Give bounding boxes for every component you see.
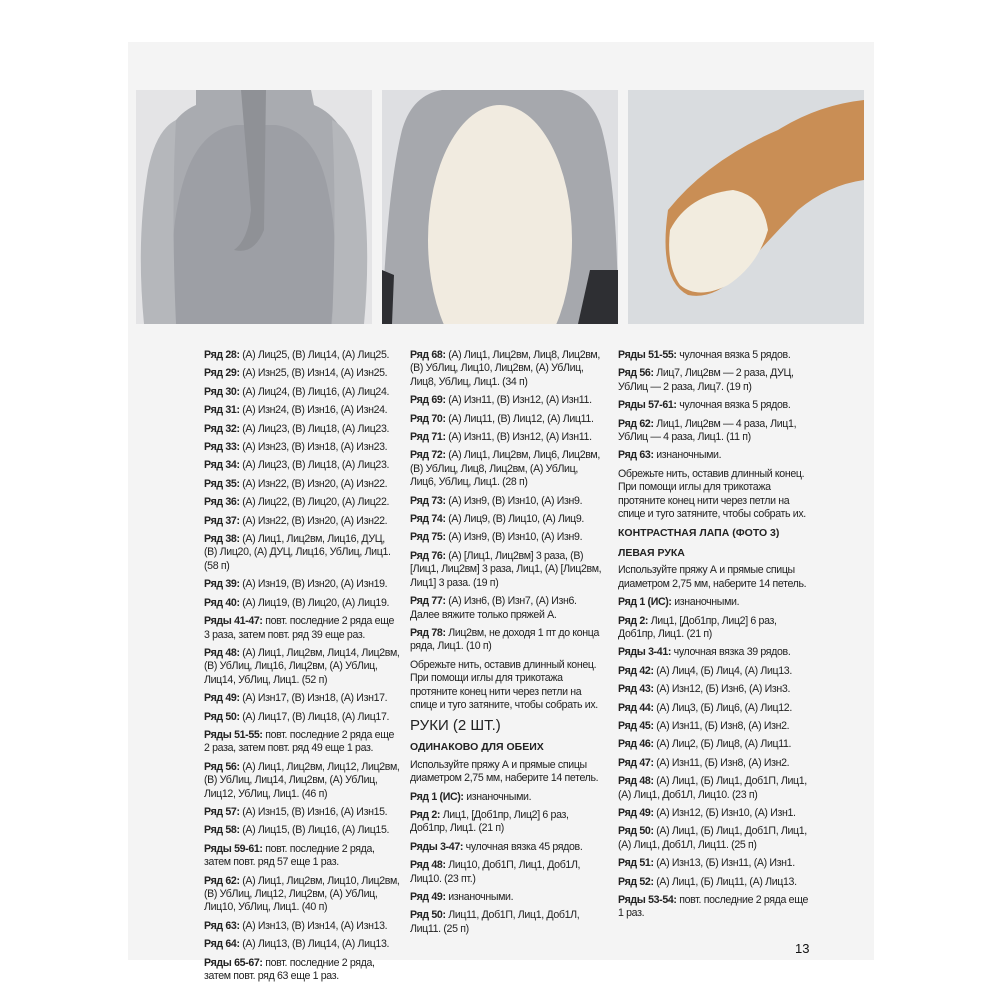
row-text: Лиц1, Лиц2вм — 4 раза, Лиц1, УбЛиц — 4 раза, Лиц1. (11 п): [618, 417, 797, 444]
row-text: повт. последние 2 ряда еще 2 раза, затем повт. ряд 49 еще 1 раз.: [204, 728, 394, 755]
instruction-row: [410, 595, 606, 622]
row-label: Ряд 30:: [204, 385, 240, 398]
instruction-row: [204, 938, 400, 951]
row-label: Ряд 75:: [410, 531, 446, 544]
instruction-row: [618, 775, 814, 802]
row-text: повт. последние 2 ряда еще 1 раз.: [618, 894, 808, 920]
instruction-row: [618, 894, 814, 921]
instruction-row: [618, 418, 814, 445]
instruction-row: [204, 692, 400, 705]
row-label: Ряд 2:: [410, 808, 441, 821]
row-text: повт. последние 2 ряда еще 3 раза, затем повт. ряд 39 еще раз.: [204, 615, 394, 641]
row-label: Ряд 1 (ИС):: [618, 596, 672, 609]
row-label: Ряд 74:: [410, 513, 446, 526]
row-text: Лиц1, [Доб1пр, Лиц2] 6 раз, Доб1пр, Лиц1. (21 п): [618, 614, 777, 640]
instruction-row: [204, 578, 400, 591]
left-arm-intro: Используйте пряжу А и прямые спицы диаметром 2,75 мм, наберите 14 петель.: [618, 564, 807, 590]
instruction-row: [204, 729, 400, 756]
row-label: Ряд 48:: [618, 775, 654, 788]
row-label: Ряд 37:: [204, 514, 240, 527]
row-text: (А) Лиц25, (В) Лиц14, (А) Лиц25.: [239, 349, 390, 361]
row-text: Лиц11, Доб1П, Лиц1, Доб1Л, Лиц11. (25 п): [410, 909, 580, 935]
row-label: Ряд 56:: [618, 367, 654, 380]
instruction-row: [204, 957, 400, 984]
row-label: Ряд 63:: [618, 449, 654, 462]
instruction-row: [410, 841, 606, 854]
row-text: изнаночными.: [653, 449, 722, 462]
row-text: изнаночными.: [671, 596, 740, 609]
instruction-row: [618, 399, 814, 412]
row-text: чулочная вязка 45 рядов.: [463, 840, 583, 853]
row-text: (А) Лиц24, (В) Лиц16, (А) Лиц24.: [239, 385, 390, 398]
row-label: Ряды 59-61:: [204, 842, 263, 855]
row-text: (А) Изн24, (В) Изн16, (А) Изн24.: [239, 404, 388, 417]
instruction-row: [618, 665, 814, 678]
row-label: Ряд 34:: [204, 459, 240, 472]
row-label: Ряд 45:: [618, 719, 654, 732]
subheading-left-arm: ЛЕВАЯ РУКА: [618, 546, 685, 559]
row-text: (А) Изн6, (В) Изн7, (А) Изн6. Далее вяжите только пряжей А.: [410, 595, 577, 621]
row-label: Ряд 32:: [204, 422, 240, 435]
instruction-row: [204, 711, 400, 724]
page-number: 13: [795, 941, 810, 956]
row-label: Ряды 41-47:: [204, 615, 263, 628]
row-label: Ряд 78:: [410, 626, 446, 639]
row-text: (А) Изн11, (В) Изн12, (А) Изн11.: [445, 394, 592, 407]
row-text: (А) Лиц1, (Б) Лиц1, Доб1П, Лиц1, (А) Лиц1, Доб1Л, Лиц11. (25 п): [618, 825, 807, 851]
row-label: Ряд 43:: [618, 683, 654, 696]
row-text: (А) Лиц1, Лиц2вм, Лиц16, ДУЦ, (В) Лиц20, (А) ДУЦ, Лиц16, УбЛиц, Лиц1. (58 п): [204, 533, 391, 572]
instruction-row: [618, 367, 814, 394]
row-label: Ряд 28:: [204, 349, 240, 361]
instruction-row: [618, 702, 814, 715]
row-text: (А) [Лиц1, Лиц2вм] 3 раза, (В) [Лиц1, Лиц2вм] 3 раза, Лиц1, (А) [Лиц2вм, Лиц1] 3 раза. (19 п): [410, 549, 602, 589]
row-label: Ряд 50:: [410, 909, 446, 922]
section-heading-arms: РУКИ (2 ШТ.): [410, 717, 501, 735]
row-text: (А) Изн15, (В) Изн16, (А) Изн15.: [239, 805, 388, 818]
row-label: Ряд 42:: [618, 664, 654, 677]
instruction-row: [204, 824, 400, 837]
instruction-row: [410, 909, 606, 936]
subheading-both-same: ОДИНАКОВО ДЛЯ ОБЕИХ: [410, 741, 544, 754]
instruction-row: [618, 876, 814, 889]
instruction-row: [410, 431, 606, 444]
row-label: Ряд 50:: [618, 825, 654, 838]
row-label: Ряд 56:: [204, 760, 240, 773]
instruction-row: [410, 413, 606, 426]
row-text: Лиц2вм, не доходя 1 пт до конца ряда, Лиц1. (10 п): [410, 626, 600, 653]
instruction-row: [410, 891, 606, 904]
column-1: [204, 349, 400, 988]
row-label: Ряд 70:: [410, 412, 446, 425]
instruction-row: [204, 920, 400, 933]
instruction-row: [410, 791, 606, 804]
instruction-row: [618, 825, 814, 852]
instruction-row: [410, 550, 606, 590]
instruction-row: [618, 349, 814, 362]
instruction-row: [410, 449, 606, 489]
row-text: изнаночными.: [463, 790, 532, 803]
row-text: (А) Лиц1, Лиц2вм, Лиц12, Лиц2вм, (В) УбЛиц, Лиц14, Лиц2вм, (А) УбЛиц, Лиц12, УбЛиц, Лиц1. (46 п): [204, 760, 400, 800]
section-heading-contrast-paw: КОНТРАСТНАЯ ЛАПА (ФОТО 3): [618, 527, 780, 540]
arms-intro: Используйте пряжу А и прямые спицы диаметром 2,75 мм, наберите 14 петель.: [410, 758, 599, 785]
row-text: (А) Изн23, (В) Изн18, (А) Изн23.: [239, 441, 388, 454]
row-text: (А) Лиц4, (Б) Лиц4, (А) Лиц13.: [653, 664, 792, 677]
row-text: (А) Изн19, (В) Изн20, (А) Изн19.: [239, 578, 388, 591]
instruction-row: [204, 597, 400, 610]
instruction-row: [410, 394, 606, 407]
row-label: Ряд 49:: [410, 891, 446, 903]
row-text: (А) Лиц15, (В) Лиц16, (А) Лиц15.: [239, 824, 390, 837]
instruction-row: [204, 647, 400, 687]
row-text: (А) Лиц19, (В) Лиц20, (А) Лиц19.: [239, 596, 390, 609]
row-label: Ряд 64:: [204, 938, 240, 951]
instruction-row: [410, 531, 606, 544]
row-label: Ряд 31:: [204, 404, 240, 417]
row-label: Ряд 50:: [204, 710, 240, 723]
row-text: (А) Изн11, (Б) Изн8, (А) Изн2.: [653, 719, 790, 732]
row-text: (А) Лиц1, Лиц2вм, Лиц14, Лиц2вм, (В) УбЛиц, Лиц16, Лиц2вм, (А) УбЛиц, Лиц14, УбЛиц, Лиц1. (52 п): [204, 646, 400, 686]
row-text: (А) Изн22, (В) Изн20, (А) Изн22.: [239, 477, 388, 490]
row-label: Ряд 69:: [410, 394, 446, 407]
row-label: Ряд 49:: [204, 692, 240, 705]
row-text: (А) Изн9, (В) Изн10, (А) Изн9.: [445, 531, 583, 544]
instruction-row: [204, 349, 400, 362]
row-label: Ряд 72:: [410, 449, 446, 462]
row-label: Ряд 76:: [410, 549, 446, 562]
row-text: чулочная вязка 39 рядов.: [671, 646, 791, 659]
instruction-row: [618, 646, 814, 659]
row-text: (А) Лиц23, (В) Лиц18, (А) Лиц23.: [239, 422, 390, 435]
row-text: (А) Изн12, (Б) Изн6, (А) Изн3.: [653, 683, 791, 696]
row-text: (А) Лиц22, (В) Лиц20, (А) Лиц22.: [239, 496, 390, 509]
column-2: [410, 349, 606, 941]
row-label: Ряд 63:: [204, 919, 240, 932]
instruction-row: [618, 615, 814, 642]
row-label: Ряд 47:: [618, 756, 654, 769]
instruction-row: [204, 496, 400, 509]
row-text: повт. последние 2 ряда, затем повт. ряд 57 еще 1 раз.: [204, 842, 375, 869]
instruction-row: [204, 423, 400, 436]
row-text: изнаночными.: [445, 891, 514, 903]
row-text: (А) Изн9, (В) Изн10, (А) Изн9.: [445, 494, 583, 507]
row-label: Ряд 52:: [618, 875, 654, 888]
row-label: Ряды 51-55:: [204, 728, 263, 741]
row-label: Ряды 3-41:: [618, 646, 672, 659]
row-label: Ряд 73:: [410, 494, 446, 507]
row-label: Ряд 2:: [618, 614, 649, 627]
row-text: (А) Лиц1, (Б) Лиц11, (А) Лиц13.: [653, 875, 797, 888]
row-text: (А) Лиц3, (Б) Лиц6, (А) Лиц12.: [653, 701, 792, 714]
instruction-row: [204, 533, 400, 573]
instruction-row: [618, 857, 814, 870]
instruction-row: [204, 478, 400, 491]
row-text: (А) Лиц23, (В) Лиц18, (А) Лиц23.: [239, 459, 390, 472]
instruction-row: [204, 761, 400, 801]
row-label: Ряд 39:: [204, 578, 240, 591]
row-text: чулочная вязка 5 рядов.: [676, 349, 791, 361]
row-label: Ряд 1 (ИС):: [410, 790, 464, 803]
book-page: [128, 42, 874, 983]
instruction-row: [204, 386, 400, 399]
row-label: Ряд 36:: [204, 496, 240, 509]
row-label: Ряд 48:: [410, 859, 446, 872]
row-text: (А) Лиц9, (В) Лиц10, (А) Лиц9.: [445, 513, 585, 526]
instruction-row: [204, 459, 400, 472]
row-label: Ряд 29:: [204, 367, 240, 380]
row-text: Лиц10, Доб1П, Лиц1, Доб1Л, Лиц10. (23 пт.): [410, 859, 581, 885]
row-text: (А) Лиц11, (В) Лиц12, (А) Лиц11.: [445, 412, 594, 425]
instruction-row: [618, 683, 814, 696]
row-text: (А) Лиц2, (Б) Лиц8, (А) Лиц11.: [653, 738, 792, 751]
row-label: Ряд 58:: [204, 824, 240, 837]
instruction-row: [410, 627, 606, 654]
row-label: Ряд 35:: [204, 477, 240, 490]
row-text: (А) Лиц17, (В) Лиц18, (А) Лиц17.: [239, 710, 390, 723]
row-label: Ряд 68:: [410, 349, 446, 361]
instruction-row: [618, 757, 814, 770]
instruction-row: [204, 806, 400, 819]
row-label: Ряд 44:: [618, 701, 654, 714]
finish-instruction: Обрежьте нить, оставив длинный конец. При помощи иглы для трикотажа протяните конец нити через петли на спице и туго затяните, чтобы собрать их.: [410, 658, 598, 711]
row-label: Ряд 40:: [204, 596, 240, 609]
instruction-row: [204, 404, 400, 417]
row-label: Ряд 71:: [410, 431, 446, 444]
instruction-row: [618, 738, 814, 751]
instruction-row: [618, 596, 814, 609]
instruction-row: [204, 615, 400, 642]
row-text: (А) Изн17, (В) Изн18, (А) Изн17.: [239, 692, 388, 705]
finish-instruction-2: Обрежьте нить, оставив длинный конец. При помощи иглы для трикотажа протяните конец нити через петли на спице и туго затяните, чтобы собрать их.: [618, 467, 806, 521]
row-text: (А) Изн22, (В) Изн20, (А) Изн22.: [239, 514, 388, 527]
row-label: Ряды 57-61:: [618, 399, 677, 412]
row-label: Ряды 51-55:: [618, 349, 677, 361]
row-label: Ряды 53-54:: [618, 894, 677, 906]
instruction-row: [410, 859, 606, 886]
row-label: Ряд 51:: [618, 857, 654, 870]
row-text: Лиц1, [Доб1пр, Лиц2] 6 раз, Доб1пр, Лиц1. (21 п): [410, 808, 569, 835]
row-text: (А) Изн25, (В) Изн14, (А) Изн25.: [239, 367, 388, 380]
instruction-row: [204, 367, 400, 380]
row-text: (А) Изн11, (В) Изн12, (А) Изн11.: [445, 431, 592, 444]
instruction-row: [204, 441, 400, 454]
row-label: Ряд 46:: [618, 738, 654, 751]
row-label: Ряды 65-67:: [204, 956, 263, 969]
photo-3-contrast-paw: [628, 90, 864, 324]
instruction-row: [410, 349, 606, 389]
row-text: (А) Лиц13, (В) Лиц14, (А) Лиц13.: [239, 938, 390, 951]
row-text: (А) Изн13, (В) Изн14, (А) Изн13.: [239, 919, 388, 932]
row-text: чулочная вязка 5 рядов.: [676, 399, 791, 412]
instruction-row: [204, 875, 400, 915]
row-text: (А) Изн12, (Б) Изн10, (А) Изн1.: [653, 806, 796, 819]
photo-2-cream-belly: [382, 90, 618, 324]
row-label: Ряд 33:: [204, 441, 240, 454]
instruction-row: [204, 515, 400, 528]
row-label: Ряд 62:: [618, 417, 654, 430]
row-text: (А) Изн11, (Б) Изн8, (А) Изн2.: [653, 756, 790, 769]
row-text: (А) Лиц1, (Б) Лиц1, Доб1П, Лиц1, (А) Лиц1, Доб1Л, Лиц10. (23 п): [618, 775, 807, 801]
instruction-row: [618, 720, 814, 733]
row-label: Ряды 3-47:: [410, 840, 464, 853]
row-label: Ряд 57:: [204, 805, 240, 818]
row-text: повт. последние 2 ряда, затем повт. ряд 63 еще 1 раз.: [204, 956, 375, 983]
row-label: Ряд 62:: [204, 874, 240, 887]
row-text: (А) Лиц1, Лиц2вм, Лиц8, Лиц2вм, (В) УбЛиц, Лиц10, Лиц2вм, (А) УбЛиц, Лиц8, УбЛиц, Лиц1. (34 п): [410, 349, 600, 388]
row-label: Ряд 77:: [410, 595, 446, 608]
row-text: (А) Лиц1, Лиц2вм, Лиц10, Лиц2вм, (В) УбЛиц, Лиц12, Лиц2вм, (А) УбЛиц, Лиц10, УбЛиц, Лиц1. (40 п): [204, 874, 400, 914]
instruction-row: [410, 495, 606, 508]
photo-1-grey-body: [136, 90, 372, 324]
instruction-row: [618, 807, 814, 820]
instruction-row: [618, 449, 814, 462]
instruction-row: [204, 843, 400, 870]
instruction-row: [410, 513, 606, 526]
row-text: Лиц7, Лиц2вм — 2 раза, ДУЦ, УбЛиц — 2 раза, Лиц7. (19 п): [618, 367, 794, 393]
row-label: Ряд 38:: [204, 533, 240, 546]
row-label: Ряд 48:: [204, 646, 240, 659]
row-text: (А) Изн13, (Б) Изн11, (А) Изн1.: [653, 857, 795, 870]
instruction-row: [410, 809, 606, 836]
row-label: Ряд 49:: [618, 806, 654, 819]
row-text: (А) Лиц1, Лиц2вм, Лиц6, Лиц2вм, (В) УбЛиц, Лиц8, Лиц2вм, (А) УбЛиц, Лиц6, УбЛиц, Лиц1. (28 п): [410, 449, 600, 489]
column-3: [618, 349, 814, 926]
